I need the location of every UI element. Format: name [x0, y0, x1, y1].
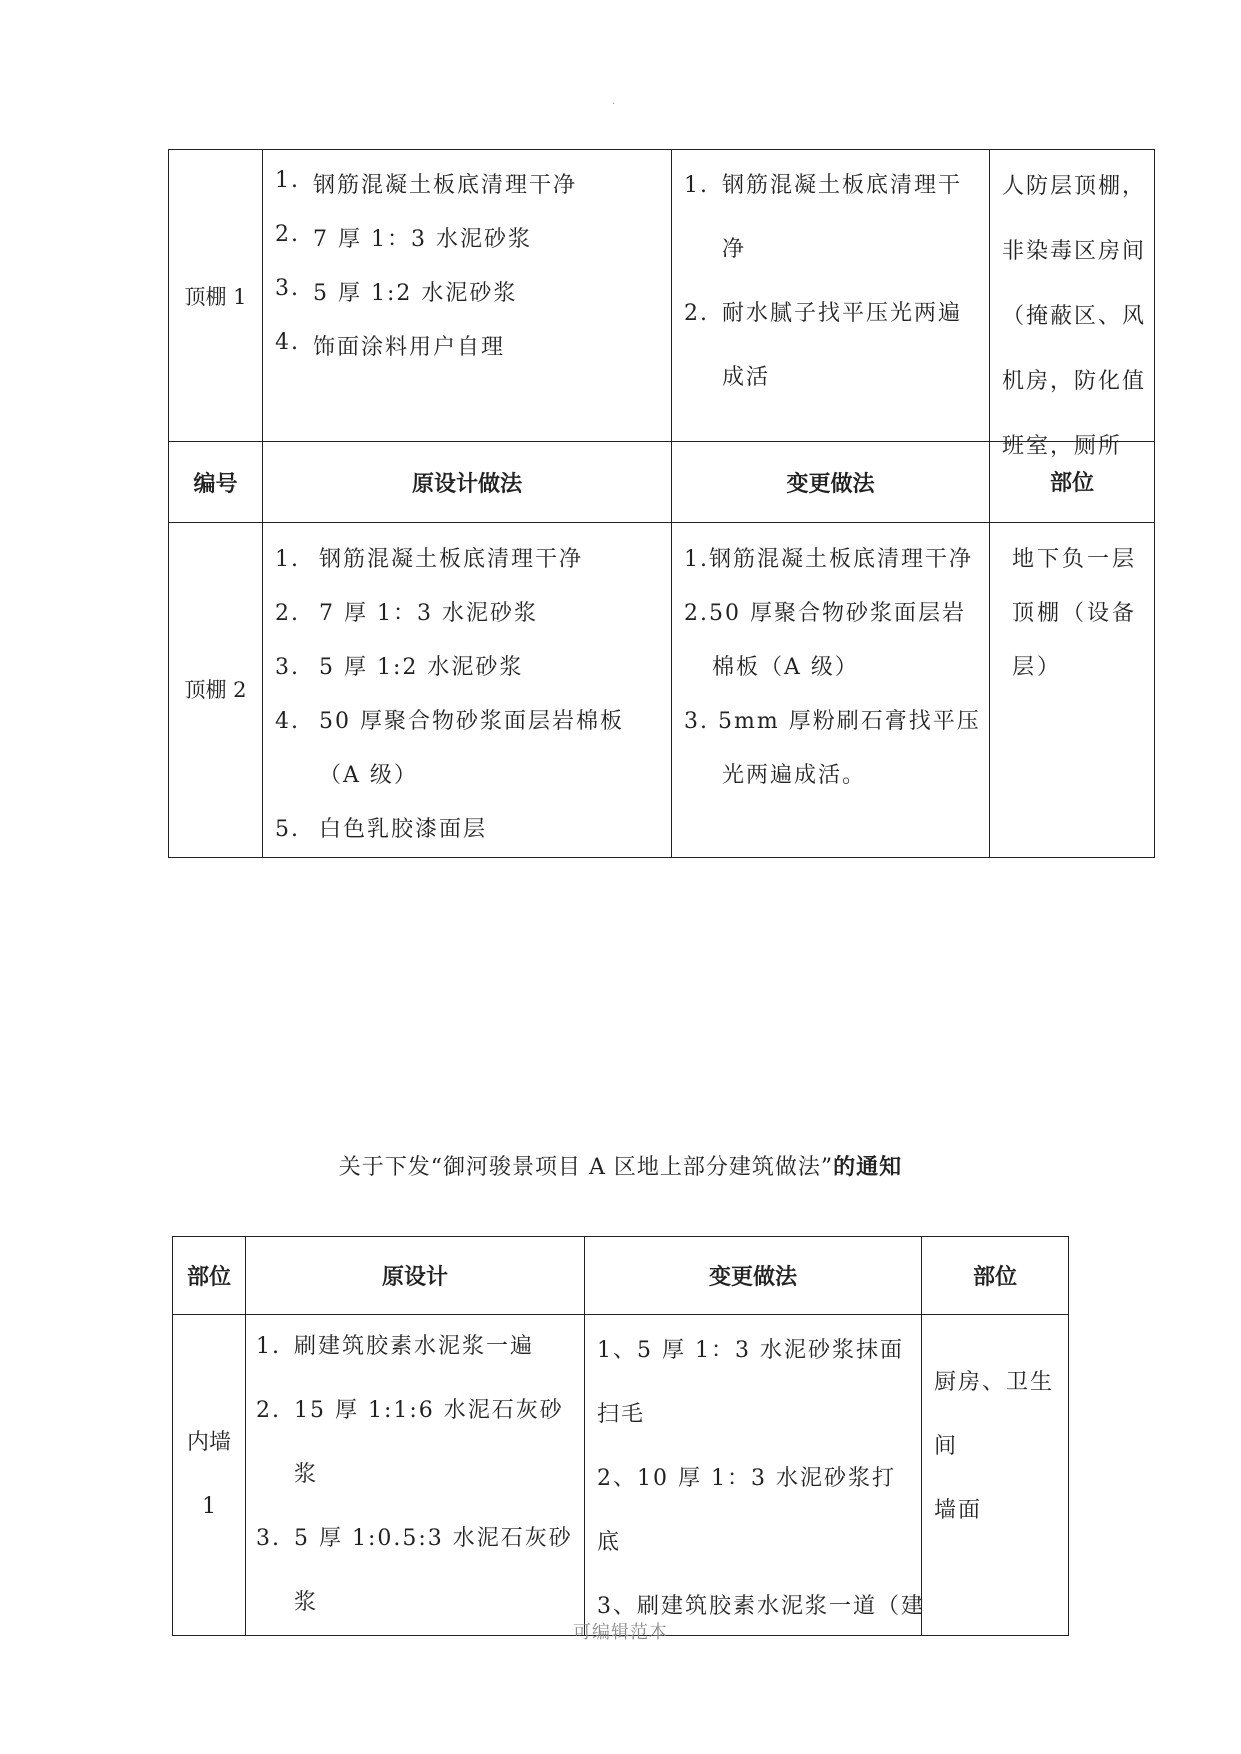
changed-method-cell	[585, 1315, 925, 1636]
table-header-row	[173, 1237, 1069, 1315]
original-method-cell	[263, 523, 672, 858]
list-item: 1. 钢筋混凝土板底清理干净	[275, 168, 578, 198]
page-dot: .	[612, 96, 616, 107]
list-item: 2. 15 厚 1:1:6 水泥石灰砂浆	[256, 1398, 564, 1487]
list-item: 3. 5mm 厚粉刷石膏找平压光两遍成活。	[684, 709, 981, 788]
changed-method-list	[672, 523, 989, 803]
location-cell	[922, 1315, 1069, 1636]
location-line: 厨房、卫生间	[934, 1370, 1055, 1459]
list-item: 3. 5 厚 1:2 水泥砂浆	[275, 655, 524, 680]
location-cell	[990, 523, 1155, 858]
column-header-code: 编号	[169, 442, 263, 523]
column-header-changed: 变更做法	[672, 442, 990, 523]
list-item: 1、5 厚 1：3 水泥砂浆抹面扫毛	[597, 1338, 904, 1427]
location-text	[922, 1315, 1068, 1543]
table-row-ceiling-2	[169, 523, 1155, 858]
list-item: 1.钢筋混凝土板底清理干净	[684, 547, 973, 572]
table-row-wall-1	[173, 1315, 1069, 1636]
original-method-cell	[263, 150, 672, 442]
list-item: 3. 5 厚 1:2 水泥砂浆	[275, 276, 518, 306]
list-item: 3. 5 厚 1:0.5:3 水泥石灰砂浆	[256, 1526, 573, 1615]
list-item: 4. 50 厚聚合物砂浆面层岩棉板（A 级）	[275, 709, 624, 788]
column-header-original: 原设计做法	[263, 442, 672, 523]
original-method-list	[246, 1315, 584, 1635]
notice-title	[0, 1150, 1241, 1181]
list-item: 4. 饰面涂料用户自理	[275, 330, 506, 360]
wall-table	[172, 1236, 1069, 1636]
changed-method-cell	[672, 150, 990, 442]
row-part: 内墙 1	[173, 1315, 246, 1636]
original-method-cell	[246, 1315, 585, 1636]
list-item: 1. 钢筋混凝土板底清理干净	[684, 173, 963, 262]
row-code: 顶棚 1	[169, 150, 263, 442]
list-item: 1. 钢筋混凝土板底清理干净	[275, 547, 584, 572]
changed-method-list	[585, 1315, 925, 1639]
table-row-ceiling-1	[169, 150, 1155, 442]
notice-title-prefix: 关于下发“御河骏景项目 A 区地上部分建筑做法”	[338, 1155, 834, 1180]
column-header-part: 部位	[173, 1237, 246, 1315]
location-cell	[990, 150, 1155, 459]
column-header-original: 原设计	[246, 1237, 585, 1315]
list-item: 2. 耐水腻子找平压光两遍成活	[684, 301, 963, 390]
footer-watermark: 可编辑范本	[573, 1622, 668, 1643]
row-code: 顶棚 2	[169, 523, 263, 858]
location-line: 墙面	[934, 1498, 983, 1523]
notice-title-suffix: 的通知	[833, 1155, 903, 1180]
column-header-location: 部位	[922, 1237, 1069, 1315]
original-method-list	[263, 150, 671, 384]
list-item: 5. 白色乳胶漆面层	[275, 817, 488, 842]
changed-method-list	[672, 150, 989, 410]
column-header-location: 部位	[990, 442, 1155, 523]
changed-method-cell	[672, 523, 990, 858]
list-item: 3、刷建筑胶素水泥浆一道（建	[597, 1594, 925, 1619]
location-text: 地下负一层顶棚（设备层）	[1012, 547, 1138, 680]
original-method-list	[263, 523, 671, 857]
ceiling-table	[168, 149, 1155, 858]
list-item: 2、10 厚 1：3 水泥砂浆打底	[597, 1466, 896, 1555]
list-item: 2. 7 厚 1：3 水泥砂浆	[275, 601, 538, 626]
list-item: 2. 7 厚 1：3 水泥砂浆	[275, 222, 532, 252]
list-item: 1. 刷建筑胶素水泥浆一遍	[256, 1334, 535, 1359]
list-item: 2.50 厚聚合物砂浆面层岩棉板（A 级）	[684, 601, 966, 680]
location-text: 人防层顶棚，非染毒区房间（掩蔽区、风机房，防化值班室，厕所	[1002, 174, 1147, 459]
column-header-changed: 变更做法	[585, 1237, 922, 1315]
